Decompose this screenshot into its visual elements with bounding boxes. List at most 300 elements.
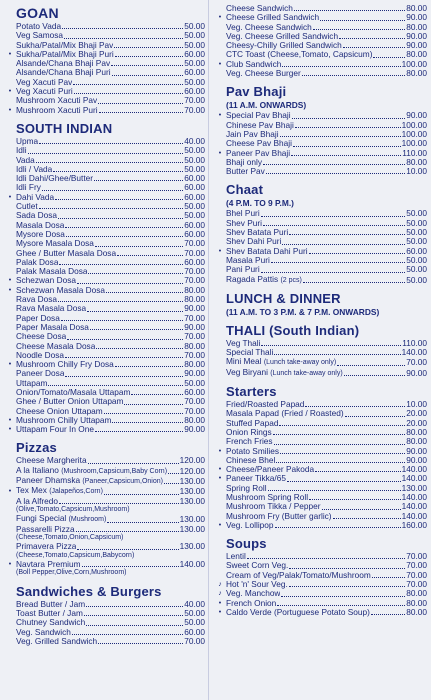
item-name-text: Paneer Dhamska [16, 476, 81, 486]
menu-item [214, 502, 427, 511]
dot-leader [61, 320, 183, 321]
item-name [16, 542, 76, 551]
item-price: 60.00 [184, 182, 205, 193]
item-name-text: A la Italiano [16, 465, 59, 475]
menu-item [214, 456, 427, 465]
menu-section-chaat [214, 182, 427, 284]
item-name [16, 87, 73, 96]
item-name [16, 514, 106, 524]
dot-leader [333, 518, 401, 519]
item-name-text: Sada Dosa [16, 211, 58, 221]
menu-item [214, 111, 427, 120]
item-name-text: Rava Masala Dosa [16, 304, 87, 314]
item-price: 70.00 [184, 635, 205, 646]
item-name-text: Spring Roll [226, 483, 267, 493]
menu-item [4, 560, 205, 569]
section-title: Pav Bhaji [226, 84, 287, 100]
menu-left-column [4, 0, 205, 652]
item-price: 70.00 [184, 275, 205, 286]
dot-leader [164, 483, 179, 484]
item-price: 60.00 [184, 256, 205, 267]
dot-leader [280, 453, 405, 454]
item-price: 120.00 [179, 455, 205, 466]
menu-item [4, 416, 205, 425]
menu-item [214, 265, 427, 274]
item-name [16, 416, 111, 425]
dot-leader [277, 605, 405, 606]
item-name-text: Veg Biryani [226, 367, 268, 377]
section-hours: (11 A.M. ONWARDS) [226, 100, 307, 111]
item-marker-icon: • [8, 416, 12, 424]
item-name-text: Mushroom Fry (Butter garlic) [226, 511, 332, 521]
dot-leader [274, 444, 406, 445]
item-price: 50.00 [184, 617, 205, 628]
item-name-text: Lentil [226, 552, 246, 562]
item-name-text: Cheese Dosa [16, 332, 67, 342]
menu-item [4, 258, 205, 267]
item-name [226, 32, 338, 41]
item-price: 80.00 [406, 606, 427, 617]
item-note: (Jalapeños,Corn) [49, 488, 103, 496]
menu-item [4, 87, 205, 96]
item-price: 50.00 [184, 163, 205, 174]
item-price: 100.00 [401, 128, 427, 139]
item-name-text: Veg Xacuti Puri [16, 87, 73, 97]
item-name [16, 525, 75, 534]
item-name-text: Jain Pav Bhaji [226, 129, 279, 139]
item-price: 60.00 [184, 67, 205, 78]
menu-section-south-indian [4, 121, 205, 435]
item-name-text: Uttapam [16, 378, 48, 388]
item-name-text: Sukha/Patal/Mix Bhaji Pav [16, 40, 114, 50]
dot-leader [294, 10, 405, 11]
item-marker-icon: • [218, 60, 222, 68]
menu-item [4, 397, 205, 406]
item-name-text: Pani Puri [226, 265, 260, 275]
menu-item [214, 368, 427, 378]
item-name [226, 69, 301, 78]
item-name [226, 357, 336, 367]
item-price: 90.00 [184, 368, 205, 379]
item-marker-icon: • [8, 361, 12, 369]
dot-leader [371, 614, 405, 615]
menu-item [4, 342, 205, 351]
item-price: 50.00 [406, 274, 427, 285]
item-price: 130.00 [401, 482, 427, 493]
dot-leader [90, 329, 183, 330]
item-price: 50.00 [406, 217, 427, 228]
item-price: 140.00 [401, 501, 427, 512]
item-ingredients: (Olive,Tomato,Capsicum,Mushroom) [16, 505, 130, 513]
section-title: LUNCH & DINNER [226, 290, 341, 306]
item-name-text: Onion Rings [226, 427, 272, 437]
item-name [226, 256, 270, 265]
menu-item [4, 68, 205, 77]
dot-leader [58, 301, 183, 302]
dot-leader [72, 634, 183, 635]
dot-leader [87, 311, 183, 312]
menu-item [214, 275, 427, 285]
menu-item [4, 600, 205, 609]
menu-item [214, 149, 427, 158]
menu-section-pav-bhaji [214, 84, 427, 176]
item-name-text: Potato Vada [16, 22, 62, 31]
item-name-text: Butter Pav [226, 167, 265, 177]
menu-right-column [214, 0, 427, 623]
item-name [16, 560, 81, 569]
menu-item [4, 146, 205, 155]
section-hours: (4 P.M. TO 9 P.M.) [226, 198, 294, 209]
dot-leader [59, 503, 179, 504]
section-hours: (11 A.M. TO 3 P.M. & 7 P.M. ONWARDS) [226, 306, 380, 317]
item-name [16, 78, 72, 87]
item-price: 40.00 [184, 598, 205, 609]
item-name-text: Veg. Grilled Sandwich [16, 636, 98, 646]
item-price: 50.00 [184, 30, 205, 41]
dot-leader [279, 425, 405, 426]
item-marker-icon: • [8, 488, 12, 496]
item-name [16, 22, 61, 31]
dot-leader [344, 375, 406, 376]
menu-item [214, 512, 427, 521]
menu-item [4, 466, 205, 476]
item-name-text: Cream of Veg/Palak/Tomato/Mushroom [226, 570, 371, 580]
menu-item [4, 230, 205, 239]
menu-item [4, 332, 205, 341]
menu-item [214, 348, 427, 357]
item-name-text: Sweet Corn Veg. [226, 561, 289, 571]
item-name-text: Shev Batata Puri [226, 228, 289, 238]
item-price: 80.00 [406, 426, 427, 437]
item-price: 90.00 [406, 367, 427, 378]
item-ingredients: (Boll Pepper,Olive,Corn,Mushroom) [16, 569, 127, 577]
menu-item [4, 211, 205, 220]
item-name-text: Mysore Dosa [16, 229, 65, 239]
item-price: 60.00 [184, 173, 205, 184]
item-name-text: Bhel Puri [226, 209, 260, 219]
item-name [16, 497, 58, 506]
menu-item [4, 50, 205, 59]
item-name-text: Cheese/Paneer Pakoda [226, 465, 315, 475]
item-name [16, 96, 97, 105]
item-name-text: Onion/Tomato/Masala Uttapam [16, 387, 131, 397]
menu-item [4, 369, 205, 378]
dot-leader [76, 531, 179, 532]
item-name-text: Paneer Tikka/65 [226, 474, 286, 484]
item-name-text: Fungi Special [16, 514, 67, 524]
item-name [16, 146, 27, 155]
item-price: 130.00 [179, 476, 205, 487]
item-price: 140.00 [401, 491, 427, 502]
column-divider [208, 0, 209, 700]
dot-leader [62, 28, 183, 29]
item-name-text: Special Thali [226, 348, 274, 358]
item-name [16, 230, 65, 239]
item-name [226, 130, 279, 139]
item-price: 70.00 [184, 247, 205, 258]
item-price: 80.00 [406, 68, 427, 79]
dot-leader [115, 366, 183, 367]
menu-section-starters [214, 384, 427, 530]
item-name [226, 23, 312, 32]
item-name-text: Mushroom Xacuti Pav [16, 96, 98, 106]
item-name-text: Veg. Sandwich [16, 627, 71, 637]
item-name [16, 332, 66, 341]
dot-leader [281, 596, 405, 597]
item-note: (Lunch take-away only) [270, 369, 343, 377]
dot-leader [84, 615, 183, 616]
item-name-text: Masala Papad (Fried / Roasted) [226, 409, 344, 419]
item-price: 70.00 [184, 349, 205, 360]
item-name-text: Ghee / Butter Masala Dosa [16, 248, 117, 258]
section-title: Soups [226, 536, 267, 552]
item-price: 50.00 [184, 21, 205, 31]
menu-item [4, 618, 205, 627]
item-price: 60.00 [184, 219, 205, 230]
dot-leader [261, 216, 406, 217]
item-name-text: Veg. Manchow [226, 589, 281, 599]
item-name-text: Masala Puri [226, 255, 270, 265]
item-price: 70.00 [184, 312, 205, 323]
dot-leader [42, 190, 183, 191]
menu-item [214, 130, 427, 139]
dot-leader [289, 586, 405, 587]
menu-item [4, 314, 205, 323]
item-price: 90.00 [406, 40, 427, 51]
dot-leader [315, 471, 401, 472]
item-name-text: CTC Toast (Cheese,Tomato, Capsicum) [226, 50, 373, 60]
menu-item [214, 484, 427, 493]
item-name [226, 493, 308, 502]
item-price: 70.00 [184, 95, 205, 106]
item-name [16, 369, 64, 378]
menu-item [4, 59, 205, 68]
item-price: 70.00 [406, 551, 427, 562]
item-name [226, 456, 275, 465]
menu-item [214, 357, 427, 367]
item-name [226, 265, 260, 274]
item-name [226, 400, 304, 409]
item-price: 80.00 [406, 21, 427, 32]
dot-leader [107, 522, 178, 523]
item-name [16, 609, 83, 618]
item-name [16, 41, 113, 50]
item-price: 140.00 [401, 510, 427, 521]
item-name [226, 502, 321, 511]
dot-leader [88, 273, 183, 274]
menu-item [4, 31, 205, 40]
dot-leader [65, 227, 183, 228]
item-marker-icon: • [218, 466, 222, 474]
dot-leader [53, 171, 183, 172]
item-price: 110.00 [402, 337, 427, 348]
menu-section-sandwiches-burgers [4, 584, 205, 646]
item-marker-icon: • [218, 247, 222, 255]
item-name-text: Potato Smilies [226, 446, 280, 456]
dot-leader [309, 499, 401, 500]
item-name-text: Cutlet [16, 202, 38, 212]
item-name [226, 41, 342, 50]
menu-item [4, 267, 205, 276]
item-name [16, 456, 87, 465]
item-price: 80.00 [406, 588, 427, 599]
dot-leader [117, 255, 183, 256]
item-name [16, 323, 89, 332]
item-name-text: Mushroom Xacuti Puri [16, 105, 98, 115]
dot-leader [65, 357, 183, 358]
item-price: 100.00 [401, 138, 427, 149]
item-name-text: Uttapam Four In One [16, 425, 94, 435]
item-name-text: Palak Masala Dosa [16, 267, 88, 277]
item-name-text: Hot 'n' Sour Veg. [226, 580, 288, 590]
dot-leader [320, 20, 405, 21]
item-name-text: Cheese Masala Dosa [16, 341, 96, 351]
dot-leader [94, 180, 183, 181]
item-name [16, 68, 111, 77]
dot-leader [247, 558, 405, 559]
item-price: 70.00 [184, 331, 205, 342]
dot-leader [268, 490, 401, 491]
item-name [16, 276, 76, 285]
item-name [226, 521, 274, 530]
item-marker-icon: • [218, 149, 222, 157]
dot-leader [66, 236, 183, 237]
item-price: 130.00 [179, 514, 205, 525]
item-name-text: Palak Dosa [16, 257, 59, 267]
dot-leader [276, 462, 405, 463]
item-name [226, 219, 262, 228]
item-name-text: A la Alfredo [16, 496, 58, 506]
item-name-text: Noodle Dosa [16, 350, 64, 360]
item-price: 70.00 [184, 266, 205, 277]
item-price: 60.00 [184, 48, 205, 59]
item-price: 50.00 [184, 145, 205, 156]
dot-leader [86, 606, 183, 607]
item-name-text: Alsande/Chana Bhaji Pav [16, 59, 111, 69]
item-name-text: Bhaji only [226, 157, 262, 167]
item-name [16, 202, 38, 211]
menu-section-thali-south-indian [214, 323, 427, 378]
item-price: 80.00 [184, 359, 205, 370]
menu-item [214, 23, 427, 32]
item-name [226, 409, 344, 418]
section-title: GOAN [16, 5, 59, 21]
dot-leader [372, 577, 405, 578]
dot-leader [282, 244, 405, 245]
item-price: 100.00 [401, 58, 427, 69]
dot-leader [313, 29, 405, 30]
dot-leader [58, 218, 183, 219]
dot-leader [124, 404, 183, 405]
item-name [16, 314, 60, 323]
item-name [226, 419, 278, 428]
item-marker-icon: • [218, 608, 222, 616]
item-name [16, 637, 97, 646]
item-name [16, 221, 64, 230]
menu-item [4, 165, 205, 174]
item-price: 60.00 [406, 245, 427, 256]
item-price: 160.00 [401, 519, 427, 530]
dot-leader [343, 47, 405, 48]
item-name-text: Upma [16, 136, 39, 146]
item-name [226, 571, 371, 580]
menu-item [4, 456, 205, 465]
menu-item [214, 209, 427, 218]
dot-leader [55, 199, 183, 200]
item-name [226, 60, 281, 69]
item-name [226, 121, 294, 130]
menu-item [214, 256, 427, 265]
item-price: 140.00 [179, 559, 205, 570]
item-price: 80.00 [406, 597, 427, 608]
dot-leader [266, 173, 405, 174]
item-price: 70.00 [406, 560, 427, 571]
item-name-text: Veg Thali [226, 338, 261, 348]
item-price: 140.00 [401, 473, 427, 484]
dot-leader [104, 494, 179, 495]
dot-leader [28, 153, 184, 154]
menu-section-soups [214, 536, 427, 617]
item-name-text: Paneer Dosa [16, 369, 65, 379]
item-name-text: Bread Butter / Jam [16, 599, 86, 609]
dot-leader [86, 625, 183, 626]
menu-item [4, 137, 205, 146]
item-price: 60.00 [184, 191, 205, 202]
menu-section-pizzas [4, 440, 205, 577]
dot-leader [339, 38, 405, 39]
menu-item [4, 183, 205, 192]
dot-leader [67, 339, 183, 340]
item-name [16, 618, 85, 627]
dot-leader [95, 431, 183, 432]
menu-item [214, 561, 427, 570]
dot-leader [309, 253, 406, 254]
dot-leader [82, 566, 179, 567]
item-price: 70.00 [406, 569, 427, 580]
dot-leader [337, 365, 405, 366]
item-marker-icon: • [8, 277, 12, 285]
menu-item [4, 637, 205, 646]
item-price: 50.00 [406, 208, 427, 219]
item-price: 130.00 [179, 541, 205, 552]
dot-leader [64, 38, 183, 39]
dot-leader [305, 406, 405, 407]
menu-item [214, 219, 427, 228]
item-note: (2 pcs) [280, 276, 302, 284]
item-name [226, 599, 276, 608]
item-price: 140.00 [401, 464, 427, 475]
menu-item [4, 221, 205, 230]
item-name [226, 589, 280, 598]
dot-leader [74, 93, 184, 94]
dot-leader [77, 283, 183, 284]
menu-item [4, 22, 205, 31]
item-price: 90.00 [184, 303, 205, 314]
menu-item [4, 323, 205, 332]
item-name-text: Rava Dosa [16, 295, 58, 305]
item-price: 80.00 [184, 284, 205, 295]
item-name-text: Schezwan Dosa [16, 276, 76, 286]
item-price: 50.00 [406, 236, 427, 247]
item-name-text: Alsande/Chana Bhaji Puri [16, 68, 111, 78]
item-note: (Paneer,Capsicum,Onion) [82, 478, 163, 486]
section-title: THALI (South Indian) [226, 322, 360, 338]
item-note: (Mushroom) [68, 516, 107, 524]
menu-item [4, 174, 205, 183]
dot-leader [48, 385, 183, 386]
item-name-text: Mushroom Spring Roll [226, 492, 309, 502]
menu-item [214, 419, 427, 428]
